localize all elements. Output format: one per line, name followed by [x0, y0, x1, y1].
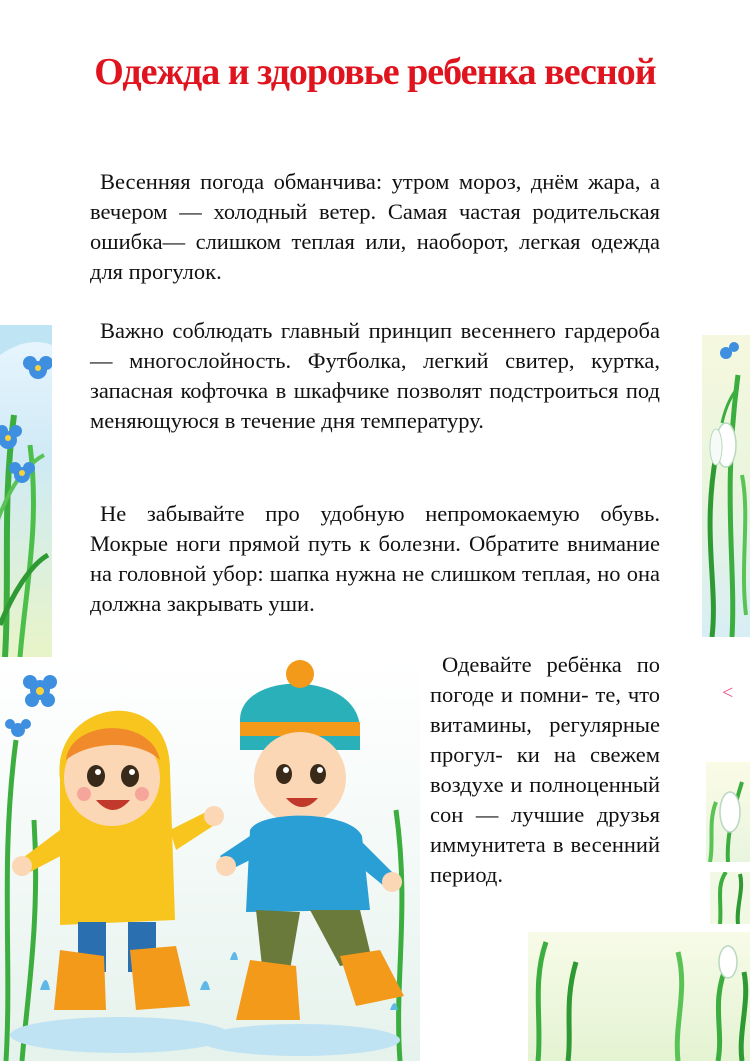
paragraph-weather: Весенняя погода обманчива: утром мороз, днём жара, а вечером — холодный ветер. Самая частая родительская ошибка— слишком теплая или, наоборот, легкая одежда для прогулок. — [90, 169, 660, 284]
snowdrop-flowers-left — [0, 325, 52, 657]
snowdrop-flower-right-middle — [706, 762, 750, 862]
kids-in-puddles — [0, 660, 420, 1061]
paragraph-shoes: Не забывайте про удобную непромокаемую обувь. Мокрые ноги прямой путь к болезни. Обратите внимание на головной убор: шапка нужна не слишком теплая, но она должна закрывать уши. — [90, 501, 660, 616]
paragraph-layers: Важно соблюдать главный принцип весеннего гардероба — многослойность. Футболка, легкий свитер, куртка, запасная кофточка в шкафчике позволят подстроиться под меняющуюся в течение дня температуру. — [90, 318, 660, 433]
grass-right-small — [710, 872, 750, 924]
grass-bottom-right — [528, 932, 750, 1061]
back-arrow-icon[interactable]: < — [722, 682, 734, 704]
paragraph-immunity: Одевайте ребёнка по погоде и помни- те, что витамины, регулярные прогул- ки на свежем воздухе и полноценный сон — лучшие друзья иммунитета в весенний период. — [430, 652, 660, 887]
page-title: Одежда и здоровье ребенка весной — [94, 51, 656, 93]
snowdrop-flowers-right — [702, 335, 750, 637]
